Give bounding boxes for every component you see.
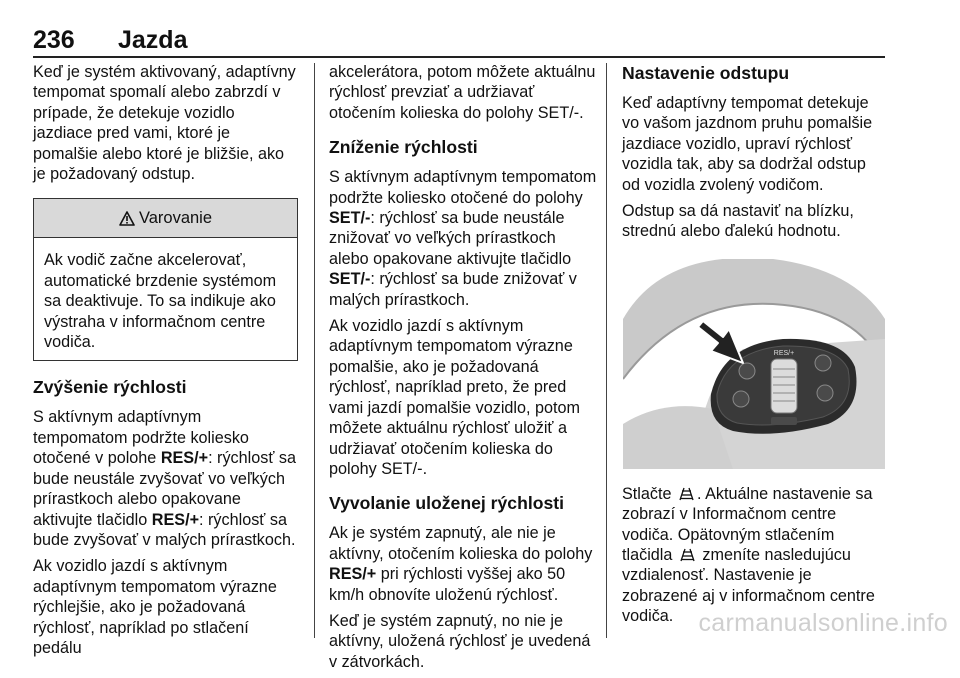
text-run: : rýchlosť sa bude neustále zvyšovať vo veľkých prírastkoch alebo opakovane aktivujte tlačidlo bbox=[33, 449, 296, 529]
recall-paragraph-2: Keď je systém zapnutý, no nie je aktívny, uložená rýchlosť je uvedená v zátvorkách. bbox=[329, 611, 591, 671]
column-2 bbox=[329, 62, 597, 678]
wheel-label: RES/+ bbox=[773, 349, 795, 357]
text-run: Ak je systém zapnutý, ale nie je aktívny, otočením kolieska do polohy bbox=[329, 524, 593, 563]
intro-paragraph: Keď je systém aktivovaný, adaptívny tempomat spomalí alebo zabrzdí v prípade, že detekuje vozidlo jazdiace pred vami, ktoré je pomalšie alebo ktoré je bližšie, ako je požadovaný odstup. bbox=[33, 63, 296, 184]
text-run: Stlačte bbox=[622, 484, 676, 503]
control-label: RES/+ bbox=[329, 565, 377, 584]
page-number: 236 bbox=[33, 26, 75, 54]
warning-triangle-icon bbox=[119, 211, 135, 226]
text-run: . Aktuálne nastavenie sa zobrazí v Informačnom centre vodiča. Opätovným stlačením tlačidla bbox=[622, 484, 873, 565]
column-divider bbox=[314, 63, 315, 638]
warning-box bbox=[33, 198, 298, 361]
decrease-paragraph bbox=[329, 167, 597, 310]
text-run: S aktívnym adaptívnym tempomatom podržte koliesko otočené do polohy bbox=[329, 168, 597, 207]
text-run: : rýchlosť sa bude neustále znižovať vo veľkých prírastkoch alebo opakovane aktivujte tlačidlo bbox=[329, 209, 572, 268]
warning-text: Ak vodič začne akcelerovať, automatické brzdenie systémom sa deaktivuje. To sa indikuje ako výstraha v informačnom centre vodiča. bbox=[44, 251, 277, 352]
control-label: SET/- bbox=[329, 209, 371, 228]
page-title: Jazda bbox=[118, 26, 188, 54]
column-1 bbox=[33, 62, 298, 664]
continued-paragraph: akcelerátora, potom môžete aktuálnu rýchlosť prevziať a udržiavať otočením kolieska do polohy SET/-. bbox=[329, 63, 596, 122]
column-3 bbox=[622, 62, 888, 633]
warning-title: Varovanie bbox=[138, 209, 213, 228]
increase-paragraph bbox=[33, 407, 298, 550]
control-label: RES/+ bbox=[151, 510, 200, 529]
following-distance-icon bbox=[678, 487, 695, 501]
text-run: : rýchlosť sa bude zvyšovať v malých prírastkoch. bbox=[33, 510, 296, 549]
section-heading-distance: Nastavenie odstupu bbox=[622, 63, 790, 83]
decrease-paragraph-2: Ak vozidlo jazdí s aktívnym adaptívnym tempomatom výrazne pomalšie, ako je požadovaná rýchlosť, napríklad preto, že pred vami jazdí pomalšie vozidlo, potom môžete aktuálnu rýchlosť uložiť a udržiavať otočením kolieska do polohy SET/-. bbox=[329, 317, 581, 478]
section-heading-increase: Zvýšenie rýchlosti bbox=[33, 377, 187, 398]
text-run: pri rýchlosti vyššej ako 50 km/h obnovíte uloženú rýchlosť. bbox=[329, 565, 566, 604]
warning-header bbox=[34, 199, 297, 238]
text-run: : rýchlosť sa bude znižovať v malých prírastkoch. bbox=[329, 270, 577, 309]
text-run: zmeníte nasledujúcu vzdialenosť. Nastavenie je zobrazené aj v informačnom centre vodiča. bbox=[622, 546, 875, 626]
recall-paragraph bbox=[329, 523, 597, 605]
section-heading-recall: Vyvolanie uloženej rýchlosti bbox=[329, 493, 564, 514]
page-header bbox=[33, 26, 885, 58]
section-heading-decrease: Zníženie rýchlosti bbox=[329, 137, 478, 158]
control-label: RES/+ bbox=[160, 449, 209, 468]
steering-wheel-controls-illustration bbox=[623, 259, 885, 469]
distance-paragraph-2: Odstup sa dá nastaviť na blízku, strednú alebo ďalekú hodnotu. bbox=[622, 202, 854, 241]
increase-paragraph-2: Ak vozidlo jazdí s aktívnym adaptívnym tempomatom výrazne rýchlejšie, ako je požadovaná rýchlosť, napríklad po stlačení pedálu bbox=[33, 557, 277, 657]
following-distance-icon bbox=[679, 548, 696, 562]
text-run: S aktívnym adaptívnym tempomatom podržte koliesko otočené v polohe bbox=[33, 408, 249, 468]
press-paragraph bbox=[622, 484, 888, 627]
control-label: SET/- bbox=[329, 270, 371, 289]
watermark: carmanualsonline.info bbox=[698, 609, 948, 637]
column-divider bbox=[606, 63, 607, 638]
distance-paragraph: Keď adaptívny tempomat detekuje vo vašom jazdnom pruhu pomalšie jazdiace vozidlo, upraví rýchlosť vozidla tak, aby sa dodržal odstup od vozidla zvolený vodičom. bbox=[622, 94, 873, 194]
